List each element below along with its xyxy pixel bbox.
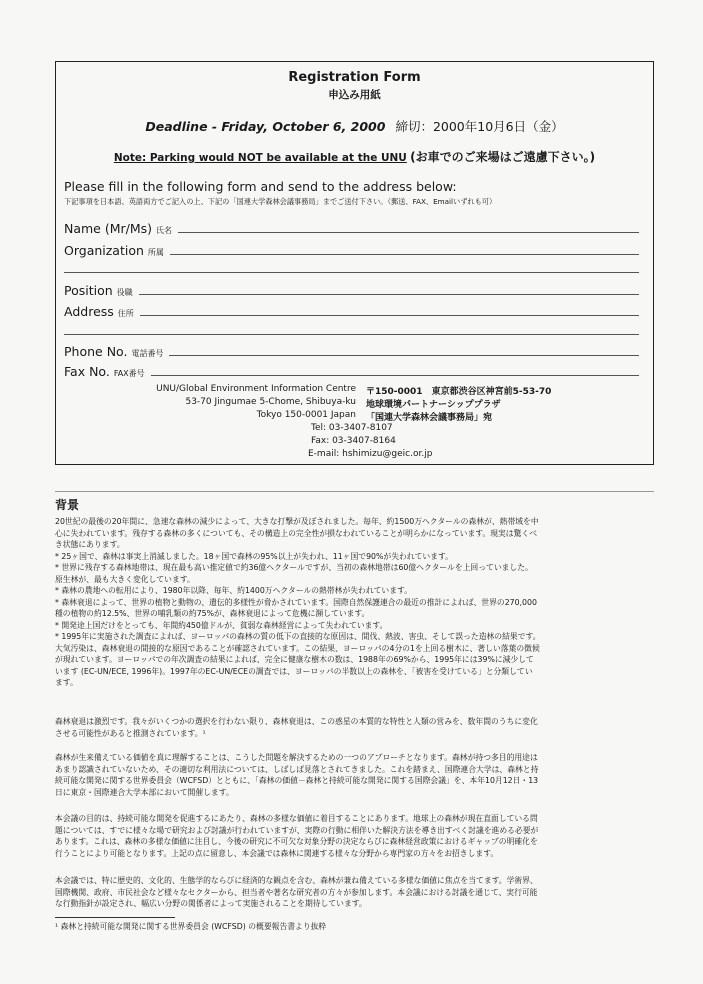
phone-label-jp: 電話番号 bbox=[131, 349, 164, 358]
fax-input-line[interactable] bbox=[151, 374, 639, 376]
paragraph-line: 続可能な開発に関する世界委員会（WCFSD）とともに、「森林の価値－森林と持続可能な開発に関する国際会議」を、本年10月12日・13 bbox=[55, 776, 539, 785]
paragraph-line: 20世紀の最後の20年間に、急速な森林の減少によって、大きな打撃が及ぼされました。毎年、約1500万ヘクタールの森林が、熱帯域を中 bbox=[55, 517, 539, 526]
paragraph-line: あります。これは、森林の多様な価値に注目し、今後の研究に不可欠な対象分野の決定ならびに森林経営政策におけるギャップの明確化を bbox=[55, 837, 538, 846]
paragraph-line: あまり認識されていないため、その適切な利用法については、しばしば見落とされてきました。これを踏まえ、国際連合大学は、森林と持 bbox=[55, 764, 539, 774]
deadline bbox=[56, 117, 653, 135]
address-label: Address bbox=[64, 304, 114, 319]
paragraph-line: 心に失われています。残存する森林の多くについても、その構造上の完全性が損なわれていることが明らかになっています。現実は驚くべ bbox=[55, 528, 537, 538]
phone-field[interactable] bbox=[64, 343, 639, 359]
position-label: Position bbox=[64, 283, 113, 298]
parking-note-en: Note: Parking would NOT be available at the UNU bbox=[113, 152, 407, 164]
phone-input-line[interactable] bbox=[169, 354, 639, 356]
paragraph-line: 国際機関、政府、市民社会など様々なセクターから、担当者や著名な研究者の方々が参加します。本会議における討議を通じて、実行可能 bbox=[55, 887, 538, 897]
organization-extra-line[interactable] bbox=[64, 272, 639, 273]
address-en-line-2: 53-70 Jingumae 5-Chome, Shibuya-ku bbox=[185, 397, 356, 407]
background-paragraph-4 bbox=[55, 813, 656, 859]
background-paragraph-1 bbox=[55, 516, 656, 689]
paragraph-line: * 開発途上国だけをとっても、年間約450億ドルが、貧弱な森林経営によって失われています。 bbox=[55, 620, 388, 630]
background-heading: 背景 bbox=[55, 498, 80, 512]
background-paragraph-3 bbox=[55, 752, 656, 798]
address-input-line[interactable] bbox=[140, 314, 639, 316]
background-paragraph-2 bbox=[55, 716, 656, 739]
name-label-jp: 氏名 bbox=[156, 226, 173, 235]
address-en-line-3: Tokyo 150-0001 Japan bbox=[256, 410, 356, 420]
position-field[interactable] bbox=[64, 282, 639, 298]
paragraph-line: 森林衰退は激烈です。我々がいくつかの選択を行わない限り、森林衰退は、この惑星の本質的な特性と人類の営みを、数年間のうちに変化 bbox=[55, 717, 538, 726]
organization-field[interactable] bbox=[64, 242, 639, 258]
paragraph-line: * 森林衰退によって、世界の植物と動物の、遺伝的多様性が脅かされています。国際自然保護連合の最近の推計によれば、世界の270,000 bbox=[55, 597, 537, 607]
address-en-line-1: UNU/Global Environment Information Centre bbox=[156, 384, 356, 394]
form-title-jp: 申込み用紙 bbox=[328, 89, 381, 101]
paragraph-line: 本会議では、特に歴史的、文化的、生態学的ならびに経済的な観点を含む、森林が兼ね備えている多様な価値に焦点を当てます。学術界、 bbox=[55, 876, 538, 885]
paragraph-line: * 世界に残存する森林地帯は、現在最も高い推定値で約36億ヘクタールですが、当初の森林地帯は60億ヘクタールを上回っていました。 bbox=[55, 563, 533, 572]
deadline-jp: 締切：2000年10月6日（金） bbox=[395, 119, 564, 134]
paragraph-line: き状態にあります。 bbox=[55, 540, 125, 549]
parking-note bbox=[56, 148, 653, 165]
instruction-jp: 下記事項を日本語、英語両方でご記入の上、下記の「国連大学森林会議事務局」までご送付下さい。（郵送、FAX、Emailいずれも可） bbox=[64, 197, 497, 206]
organization-label: Organization bbox=[64, 243, 144, 258]
organization-input-line[interactable] bbox=[170, 253, 639, 255]
paragraph-line: が現れています。ヨーロッパでの年次調査の結果によれば、完全に健康な樹木の数は、1988年の69%から、1995年には39%に減少して bbox=[55, 655, 534, 664]
phone-label: Phone No. bbox=[64, 344, 128, 359]
instruction: Please fill in the following form and send to the address below: bbox=[64, 179, 457, 194]
name-input-line[interactable] bbox=[178, 231, 639, 233]
paragraph-line: 本会議の目的は、持続可能な開発を促進するにあたり、森林の多様な価値に着目することにあります。地球上の森林が現在直面している問 bbox=[55, 814, 538, 823]
address-extra-line-1[interactable] bbox=[64, 334, 639, 335]
deadline-en: Deadline - Friday, October 6, 2000 bbox=[145, 119, 386, 134]
fax-field[interactable] bbox=[64, 363, 639, 379]
paragraph-line: 大気汚染は、森林衰退の間接的な原因であることが確認されています。この結果、ヨーロッパの4分の1を上回る樹木に、著しい落葉の徴候 bbox=[55, 643, 540, 653]
address-tel: Tel: 03-3407-8107 bbox=[311, 423, 393, 433]
address-field[interactable] bbox=[64, 303, 639, 319]
paragraph-line: います (EC-UN/ECE, 1996年)。1997年のEC-UN/ECEの調査では、ヨーロッパの半数以上の森林を、「被害を受けている」と分類してい bbox=[55, 666, 533, 676]
paragraph-line: 種の植物の約12.5%、世界の哺乳類の約75%が、森林衰退によって危機に瀕しています。 bbox=[55, 609, 370, 618]
address-jp-line-1: 〒150-0001 東京都渋谷区神宮前5-53-70 bbox=[366, 387, 552, 397]
address-email[interactable]: E-mail: hshimizu@geic.or.jp bbox=[308, 449, 433, 459]
parking-note-jp: (お車でのご来場はご遠慮下さい。) bbox=[410, 150, 596, 164]
paragraph-line: 題については、すでに様々な場で研究および討議が行われていますが、実際の行動に相伴いた解決方法を導き出すべく討議を進める必要が bbox=[55, 825, 539, 835]
name-field[interactable] bbox=[64, 220, 639, 236]
form-title: Registration Form bbox=[288, 70, 421, 85]
organization-label-jp: 所属 bbox=[147, 248, 164, 257]
section-divider bbox=[55, 491, 654, 492]
fax-label: Fax No. bbox=[64, 364, 110, 379]
paragraph-line: 日に東京・国際連合大学本部において開催します。 bbox=[55, 787, 234, 797]
address-jp-line-3: 「国連大学森林会議事務局」宛 bbox=[366, 413, 493, 423]
registration-form bbox=[55, 61, 654, 465]
paragraph-line: 森林が生来備えている価値を真に理解することは、こうした問題を解決するための一つのアプローチとなります。森林が持つ多目的用途は bbox=[55, 753, 538, 762]
address-fax: Fax: 03-3407-8164 bbox=[311, 436, 396, 446]
background-paragraph-5 bbox=[55, 875, 656, 910]
fax-label-jp: FAX番号 bbox=[113, 369, 145, 378]
paragraph-line: * 森林の農地への転用により、1980年以降、毎年、約1400万ヘクタールの熱帯林が失われています。 bbox=[55, 586, 412, 595]
position-label-jp: 役職 bbox=[116, 288, 133, 297]
paragraph-line: * 25ヶ国で、森林は事実上消滅しました。18ヶ国で森林の95%以上が失われ、11ヶ国で90%が失われています。 bbox=[55, 551, 453, 561]
address-label-jp: 住所 bbox=[117, 309, 134, 318]
paragraph-line: ます。 bbox=[55, 678, 78, 687]
paragraph-line: させる可能性があると推測されています。¹ bbox=[55, 728, 206, 738]
paragraph-line: 原生林が、最も大きく変化しています。 bbox=[55, 574, 195, 584]
paragraph-line: な行動指針が設定され、幅広い分野の関係者によって実施されることを期待しています。 bbox=[55, 899, 367, 908]
paragraph-line: * 1995年に実施された調査によれば、ヨーロッパの森林の質の低下の直接的な原因は、間伐、熱波、害虫、そして誤った造林の結果です。 bbox=[55, 632, 541, 641]
footnote-divider bbox=[55, 917, 175, 918]
name-label: Name (Mr/Ms) bbox=[64, 221, 153, 236]
footnote: ¹ 森林と持続可能な開発に関する世界委員会 (WCFSD) の概要報告書より抜粋 bbox=[55, 922, 327, 931]
paragraph-line: 行うことにより可能となります。上記の点に留意し、本会議では森林に関連する様々な分野から専門家の方々をお招きします。 bbox=[55, 848, 499, 858]
position-input-line[interactable] bbox=[139, 293, 639, 295]
address-jp-line-2: 地球環境パートナーシッププラザ bbox=[366, 400, 501, 410]
